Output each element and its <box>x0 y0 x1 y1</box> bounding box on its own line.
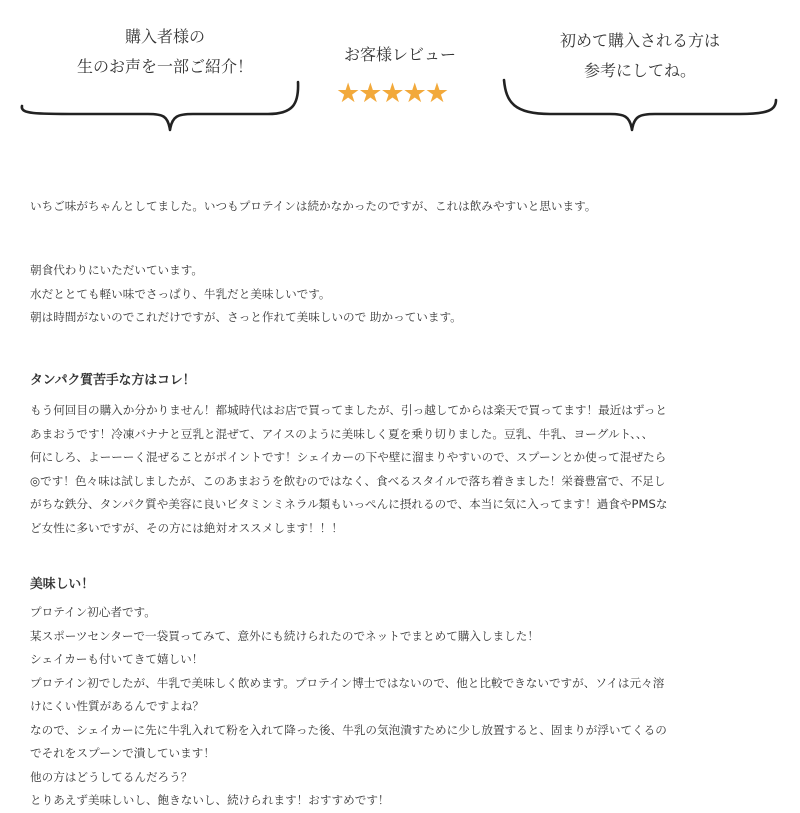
review-2-line: 水だととても軽い味でさっぱり、牛乳だと美味しいです。 <box>30 286 331 301</box>
review-3-line: もう何回目の購入か分かりません！都城時代はお店で買ってましたが、引っ越してからは楽天で買ってます！最近はずっと <box>30 403 667 417</box>
review-2-line: 朝食代わりにいただいています。 <box>30 263 203 277</box>
header-right-line-2: 参考にしてね。 <box>583 61 696 80</box>
right-brace-decoration <box>500 70 790 140</box>
review-3-line: ◎です！色々味は試しましたが、このあまおうを飲むのではなく、食べるスタイルで落ち着きました！栄養豊富で、不足し <box>30 473 666 488</box>
review-4-line: 他の方はどうしてるんだろう？ <box>30 769 193 784</box>
review-2-body <box>30 259 782 330</box>
review-1-body <box>30 195 782 219</box>
page-title: お客様レビュー <box>343 45 456 64</box>
review-4-line: けにくい性質があるんですよね？ <box>30 699 204 713</box>
review-4-body <box>30 601 782 813</box>
header-left-line-2: 生のお声を一部ご紹介！ <box>76 57 253 76</box>
review-4-line: とりあえず美味しいし、飽きないし、続けられます！おすすめです！ <box>30 793 390 807</box>
review-3-body <box>30 399 782 540</box>
review-1-line: いちご味がちゃんとしてました。いつもプロテインは続かなかったのですが、これは飲みやすいと思います。 <box>30 199 597 213</box>
left-brace-decoration <box>18 70 308 140</box>
review-3-line: がちな鉄分、タンパク質や美容に良いビタミンミネラル類もいっぺんに摂れるので、本当に気に入ってます！過食やPMSな <box>30 497 668 511</box>
review-3-title: タンパク質苦手な方はコレ！ <box>30 373 196 388</box>
review-4-line: 某スポーツセンターで一袋買ってみて、意外にも続けられたのでネットでまとめて購入しました！ <box>30 628 539 643</box>
header-left-line-1: 購入者様の <box>124 27 205 46</box>
review-4-line: プロテイン初心者です。 <box>30 605 156 619</box>
review-4-line: プロテイン初でしたが、牛乳で美味しく飲めます。プロテイン博士ではないので、他と比較できないですが、ソイは元々溶 <box>30 675 665 690</box>
review-4-line: シェイカーも付いてきて嬉しい！ <box>30 652 204 666</box>
review-4-title: 美味しい！ <box>30 577 94 592</box>
header-center <box>300 42 500 68</box>
review-4-line: なので、シェイカーに先に牛乳入れて粉を入れて降った後、牛乳の気泡潰すために少し放置すると、固まりが浮いてくるの <box>30 722 667 737</box>
header-right-line-1: 初めて購入される方は <box>559 31 720 50</box>
review-2-line: 朝は時間がないのでこれだけですが、さっと作れて美味しいので 助かっています。 <box>30 310 462 324</box>
review-3-line: あまおうです！冷凍バナナと豆乳と混ぜて、アイスのように美味しく夏を乗り切りました。豆乳、牛乳、ヨーグルト、、、 <box>30 426 654 441</box>
review-3-line: ど女性に多いですが、その方には絶対オススメします！！！ <box>30 520 343 535</box>
review-4-line: でそれをスプーンで潰しています！ <box>30 746 215 760</box>
rating-stars-icon: ★★★★★ <box>336 78 448 109</box>
review-3-line: 何にしろ、よーーーく混ぜることがポイントです！シェイカーの下や壁に溜まりやすいので、スプーンとか使って混ぜたら <box>30 450 667 464</box>
